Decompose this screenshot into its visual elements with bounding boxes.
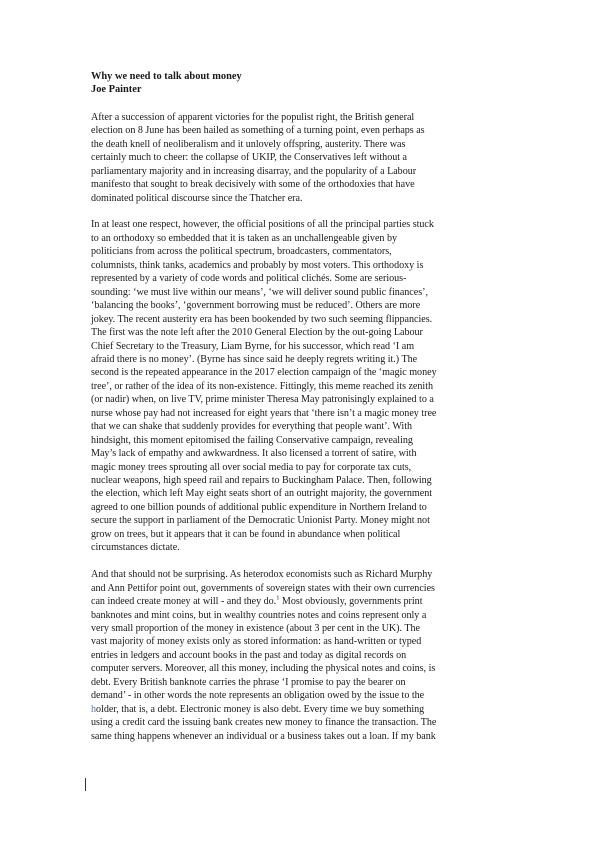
text-line: very small proportion of the money in existence (about 3 per cent in the UK). The [91, 623, 420, 634]
article-author: Joe Painter [91, 84, 142, 96]
text-line: that we can shake that suddenly provides for everything that people want’. With [91, 421, 413, 433]
article-title: Why we need to talk about money [91, 71, 242, 82]
text-line: ‘balancing the books’, ‘government borrowing must be reduced’. Others are more [91, 300, 421, 312]
text-line: jokey. The recent austerity era has been bookended by two such seeming flippancies. [91, 313, 433, 325]
text-line: nuclear weapons, high speed rail and repairs to Buckingham Palace. Then, following [91, 475, 432, 487]
text-run: Most obviously, governments print [279, 596, 423, 608]
text-line: using a credit card the issuing bank creates new money to finance the transaction. The [91, 717, 437, 729]
highlighted-char: h [91, 703, 97, 715]
text-line: dominated political discourse since the Thatcher era. [91, 192, 303, 204]
text-line: represented by a variety of code words and political clichés. Some are serious- [91, 273, 407, 285]
text-line: second is the repeated appearance in the 2017 election campaign of the ‘magic money [91, 367, 437, 379]
text-line: The first was the note left after the 2010 General Election by the out-going Labour [91, 327, 423, 339]
text-line: to an orthodoxy so embedded that it is taken as an unchallengeable given by [91, 232, 397, 244]
text-line: (or nadir) when, on live TV, prime minister Theresa May patronisingly explained to a [91, 394, 434, 406]
text-cursor [85, 778, 86, 791]
text-line [91, 595, 505, 608]
text-line: Chief Secretary to the Treasury, Liam Byrne, for his successor, which read ‘I am [91, 340, 415, 352]
text-line: nurse whose pay had not increased for eight years that ‘there isn’t a magic money tree [91, 407, 437, 419]
text-line: election on 8 June has been hailed as something of a turning point, even perhaps as [91, 125, 425, 137]
text-line: circumstances dictate. [91, 542, 180, 554]
text-line: After a succession of apparent victories for the populist right, the British general [91, 111, 415, 123]
text-line: same thing happens whenever an individual or a business takes out a loan. If my bank [91, 730, 436, 742]
text-line: politicians from across the political spectrum, broadcasters, commentators, [91, 246, 392, 258]
text-line: certainly much to cheer: the collapse of UKIP, the Conservatives left without a [91, 152, 407, 164]
text-line: tree’, or rather of the idea of its non-existence. Fittingly, this meme reached its zenith [91, 380, 434, 392]
footnote-marker[interactable]: 1 [276, 594, 280, 602]
text-line: secure the support in parliament of the Democratic Unionist Party. Money might not [91, 515, 430, 527]
text-line: grow on trees, but it appears that it can be found in abundance when political [91, 528, 401, 540]
text-line: entries in ledgers and account books in the past and today as digital records on [91, 649, 407, 661]
text-line: manifesto that sought to break decisively with some of the orthodoxies that have [91, 179, 415, 191]
text-line: magic money trees sprouting all over social media to pay for corporate tax cuts, [91, 461, 412, 473]
text-run: older, that is, a debt. Electronic money is also debt. Every time we buy something [96, 703, 425, 715]
text-line: parliamentary majority and in increasing disarray, and the popularity of a Labour [91, 165, 417, 177]
text-line: sounding: ‘we must live within our means’, ‘we will deliver sound public finances’, [91, 286, 428, 298]
paragraph-2 [91, 218, 505, 554]
text-line: agreed to one billion pounds of additional public expenditure in Northern Ireland to [91, 501, 427, 513]
text-line: the election, which left May eight seats short of an outright majority, the government [91, 488, 433, 500]
text-line: computer servers. Moreover, all this money, including the physical notes and coins, is [91, 663, 436, 675]
text-line: demand’ - in other words the note represents an obligation owed by the issue to the [91, 690, 425, 702]
text-line: hindsight, this moment epitomised the failing Conservative campaign, revealing [91, 434, 413, 446]
text-run: can indeed create money at will - and they do. [91, 596, 277, 608]
text-line: afraid there is no money’. (Byrne has since said he deeply regrets writing it.) The [91, 353, 418, 365]
text-line: And that should not be surprising. As heterodox economists such as Richard Murphy [91, 569, 433, 581]
text-line: debt. Every British banknote carries the phrase ‘I promise to pay the bearer on [91, 676, 406, 688]
text-line: columnists, think tanks, academics and probably by most voters. This orthodoxy is [91, 259, 424, 271]
text-line: vast majority of money exists only as stored information: as hand-written or typed [91, 636, 422, 648]
text-line: banknotes and mint coins, but in wealthy countries notes and coins represent only a [91, 609, 427, 621]
text-line: and Ann Pettifor point out, governments of sovereign states with their own currencies [91, 582, 435, 594]
paragraph-3 [91, 568, 505, 743]
paragraph-1 [91, 111, 505, 205]
text-line: May’s lack of empathy and awkwardness. It also licensed a torrent of satire, with [91, 448, 417, 460]
text-line [91, 703, 505, 716]
text-line: the death knell of neoliberalism and it unlovely offspring, austerity. There was [91, 138, 406, 150]
text-line: In at least one respect, however, the official positions of all the principal parties stuck [91, 219, 434, 231]
document-page [91, 70, 505, 743]
